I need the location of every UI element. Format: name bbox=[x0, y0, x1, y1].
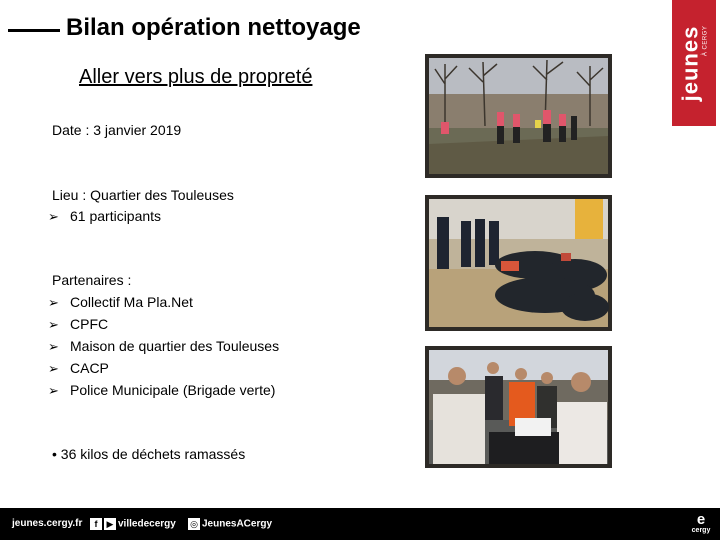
facebook-icon: f bbox=[90, 518, 102, 530]
dechets-text: • 36 kilos de déchets ramassés bbox=[52, 446, 246, 462]
footer-bar bbox=[0, 508, 720, 540]
participants-text: 61 participants bbox=[70, 208, 162, 224]
date-text: Date : 3 janvier 2019 bbox=[52, 122, 182, 138]
partner-item bbox=[48, 294, 193, 311]
arrow-bullet-icon: ➢ bbox=[48, 361, 59, 376]
footer-site-link[interactable]: jeunes.cergy.fr bbox=[12, 518, 83, 529]
photo-park-cleanup bbox=[425, 54, 612, 178]
cergy-e-icon: e bbox=[696, 511, 706, 528]
partner-text: CPFC bbox=[70, 316, 109, 332]
page-title: Bilan opération nettoyage bbox=[66, 14, 361, 41]
partner-text: Collectif Ma Pla.Net bbox=[70, 294, 193, 310]
partenaires-label: Partenaires : bbox=[52, 272, 132, 288]
arrow-bullet-icon: ➢ bbox=[48, 339, 59, 354]
photo-waste-sorting bbox=[425, 346, 612, 468]
footer-social-jeunes[interactable] bbox=[188, 518, 272, 530]
youtube-icon: ▶ bbox=[104, 518, 116, 530]
footer-jeunes-text: JeunesACergy bbox=[202, 518, 273, 530]
partner-item bbox=[48, 338, 279, 355]
participants-item bbox=[48, 208, 161, 225]
partner-text: Police Municipale (Brigade verte) bbox=[70, 382, 276, 398]
cergy-brand-logo bbox=[690, 512, 712, 534]
title-rule bbox=[8, 29, 60, 32]
jeunes-a-cergy-logo bbox=[672, 0, 716, 126]
footer-ville-text: villedecergy bbox=[118, 518, 176, 530]
logo-sub-text: À CERGY bbox=[702, 25, 709, 56]
logo-main-text: jeunes bbox=[677, 25, 703, 101]
partner-text: CACP bbox=[70, 360, 109, 376]
page-subtitle: Aller vers plus de propreté bbox=[79, 66, 313, 88]
partner-item bbox=[48, 382, 275, 399]
photo-gym-gathering bbox=[425, 195, 612, 331]
instagram-icon: ◎ bbox=[188, 518, 200, 530]
arrow-bullet-icon: ➢ bbox=[48, 295, 59, 310]
footer-social-ville[interactable] bbox=[90, 518, 176, 530]
partner-item bbox=[48, 360, 109, 377]
cergy-brand-text: cergy bbox=[691, 527, 711, 534]
arrow-bullet-icon: ➢ bbox=[48, 317, 59, 332]
partner-item bbox=[48, 316, 108, 333]
arrow-bullet-icon: ➢ bbox=[48, 209, 59, 224]
arrow-bullet-icon: ➢ bbox=[48, 383, 59, 398]
partner-text: Maison de quartier des Touleuses bbox=[70, 338, 280, 354]
lieu-text: Lieu : Quartier des Touleuses bbox=[52, 187, 234, 203]
